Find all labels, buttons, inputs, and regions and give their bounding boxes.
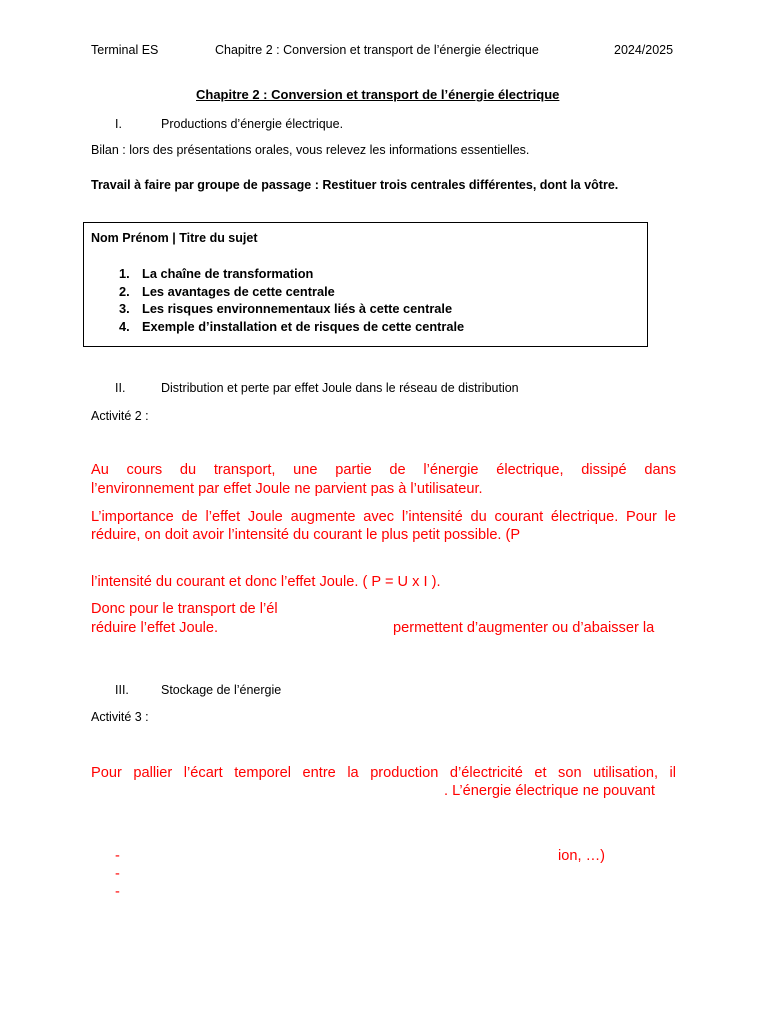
box-item-2-text: Les avantages de cette centrale <box>142 284 335 299</box>
s3-bullet-3: - <box>115 884 120 900</box>
s2-p2-line2: réduire, on doit avoir l’intensité du courant le plus petit possible. (P <box>91 527 521 543</box>
section1-heading: Productions d’énergie électrique. <box>161 117 344 131</box>
section1-number: I. <box>115 117 122 131</box>
travail-text: Travail à faire par groupe de passage : Restituer trois centrales différentes, dont la vôtre. <box>91 178 619 192</box>
s3-bullet-2: - <box>115 866 120 882</box>
activity2-label: Activité 2 : <box>91 409 149 423</box>
s3-p1-line2: . L’énergie électrique ne pouvant <box>444 783 655 799</box>
section2-number: II. <box>115 381 126 395</box>
s2-p4-line2a: réduire l’effet Joule. <box>91 620 219 636</box>
s3-p1-line1: Pour pallier l’écart temporel entre la production d’électricité et son utilisation, il <box>91 765 676 781</box>
box-header: Nom Prénom | Titre du sujet <box>91 231 258 245</box>
activity3-label: Activité 3 : <box>91 710 149 724</box>
box-item-4-num: 4. <box>119 319 130 334</box>
section3-number: III. <box>115 683 129 697</box>
box-item-1-num: 1. <box>119 266 130 281</box>
box-item-3-num: 3. <box>119 301 130 316</box>
s2-p2-line1: L’importance de l’effet Joule augmente avec l’intensité du courant électrique. Pour le <box>91 509 676 525</box>
header-left: Terminal ES <box>91 43 159 57</box>
s3-bullet-1-tail: ion, …) <box>558 848 606 864</box>
box-item-1-text: La chaîne de transformation <box>142 266 314 281</box>
header-center: Chapitre 2 : Conversion et transport de l’énergie électrique <box>215 43 539 57</box>
s2-p4-line2b: permettent d’augmenter ou d’abaisser la <box>393 620 655 636</box>
box-item-2-num: 2. <box>119 284 130 299</box>
s2-p4-line1: Donc pour le transport de l’él <box>91 601 278 617</box>
box-item-4-text: Exemple d’installation et de risques de cette centrale <box>142 319 465 334</box>
bilan-text: Bilan : lors des présentations orales, vous relevez les informations essentielles. <box>91 143 530 157</box>
page-title: Chapitre 2 : Conversion et transport de l’énergie électrique <box>196 87 560 102</box>
s2-p1-line1: Au cours du transport, une partie de l’énergie électrique, dissipé dans <box>91 462 676 478</box>
header-right: 2024/2025 <box>614 43 674 57</box>
section3-heading: Stockage de l’énergie <box>161 683 282 697</box>
section2-heading: Distribution et perte par effet Joule dans le réseau de distribution <box>161 381 519 395</box>
s3-bullet-1: - <box>115 848 120 864</box>
s2-p1-line2: l’environnement par effet Joule ne parvient pas à l’utilisateur. <box>91 481 483 497</box>
s2-p3-line1: l’intensité du courant et donc l’effet Joule. ( P = U x I ). <box>91 574 441 590</box>
box-item-3-text: Les risques environnementaux liés à cette centrale <box>142 301 453 316</box>
